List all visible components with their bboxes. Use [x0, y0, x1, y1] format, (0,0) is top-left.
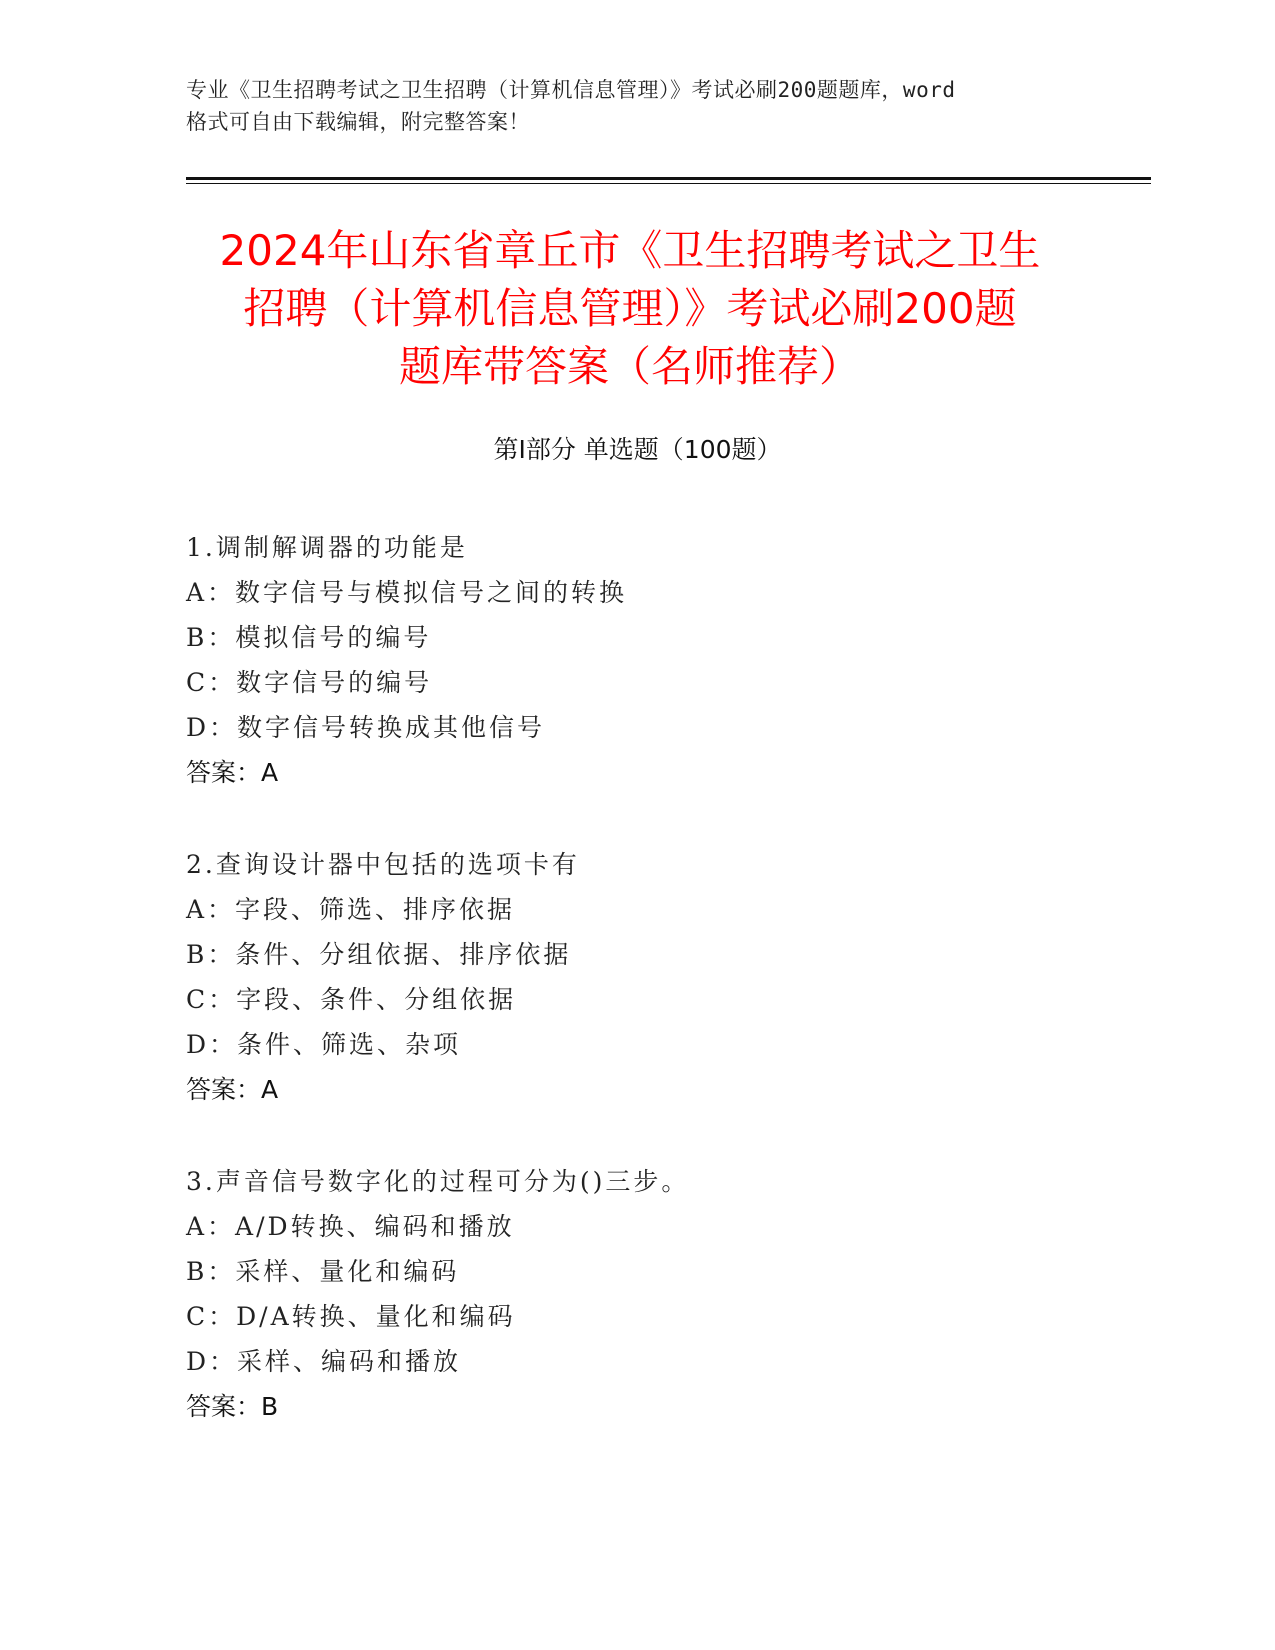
- option-d: D：条件、筛选、杂项: [186, 1030, 462, 1059]
- document-title: [160, 222, 1100, 396]
- header-rule-thin: [186, 183, 1151, 184]
- option-b: B：采样、量化和编码: [186, 1257, 460, 1286]
- option-c: C：D/A转换、量化和编码: [186, 1302, 516, 1331]
- question-text: 1.调制解调器的功能是: [186, 533, 468, 562]
- header-note: [186, 74, 1086, 138]
- question-block: [186, 1159, 1086, 1429]
- option-d: D：采样、编码和播放: [186, 1347, 462, 1376]
- question-block: [186, 842, 1086, 1112]
- header-note-line-2: 格式可自由下载编辑，附完整答案！: [186, 110, 530, 134]
- option-b: B：条件、分组依据、排序依据: [186, 940, 572, 969]
- option-c: C：字段、条件、分组依据: [186, 985, 517, 1014]
- question-text: 3.声音信号数字化的过程可分为()三步。: [186, 1167, 690, 1196]
- title-line-3: 题库带答案（名师推荐）: [398, 342, 861, 391]
- question-text: 2.查询设计器中包括的选项卡有: [186, 850, 580, 879]
- section-heading: 第I部分 单选题（100题）: [493, 435, 782, 464]
- option-c: C：数字信号的编号: [186, 668, 433, 697]
- answer-text: 答案：A: [186, 758, 279, 787]
- option-d: D：数字信号转换成其他信号: [186, 713, 546, 742]
- question-block: [186, 525, 1086, 795]
- option-a: A：字段、筛选、排序依据: [186, 895, 516, 924]
- option-b: B：模拟信号的编号: [186, 623, 432, 652]
- header-rule-thick: [186, 177, 1151, 180]
- answer-text: 答案：A: [186, 1075, 279, 1104]
- option-a: A：A/D转换、编码和播放: [186, 1212, 515, 1241]
- answer-text: 答案：B: [186, 1392, 279, 1421]
- header-note-line-1: 专业《卫生招聘考试之卫生招聘（计算机信息管理）》考试必刷200题题库，word: [186, 78, 956, 102]
- option-a: A：数字信号与模拟信号之间的转换: [186, 578, 628, 607]
- title-line-1: 2024年山东省章丘市《卫生招聘考试之卫生: [219, 226, 1041, 275]
- title-line-2: 招聘（计算机信息管理）》考试必刷200题: [243, 284, 1017, 333]
